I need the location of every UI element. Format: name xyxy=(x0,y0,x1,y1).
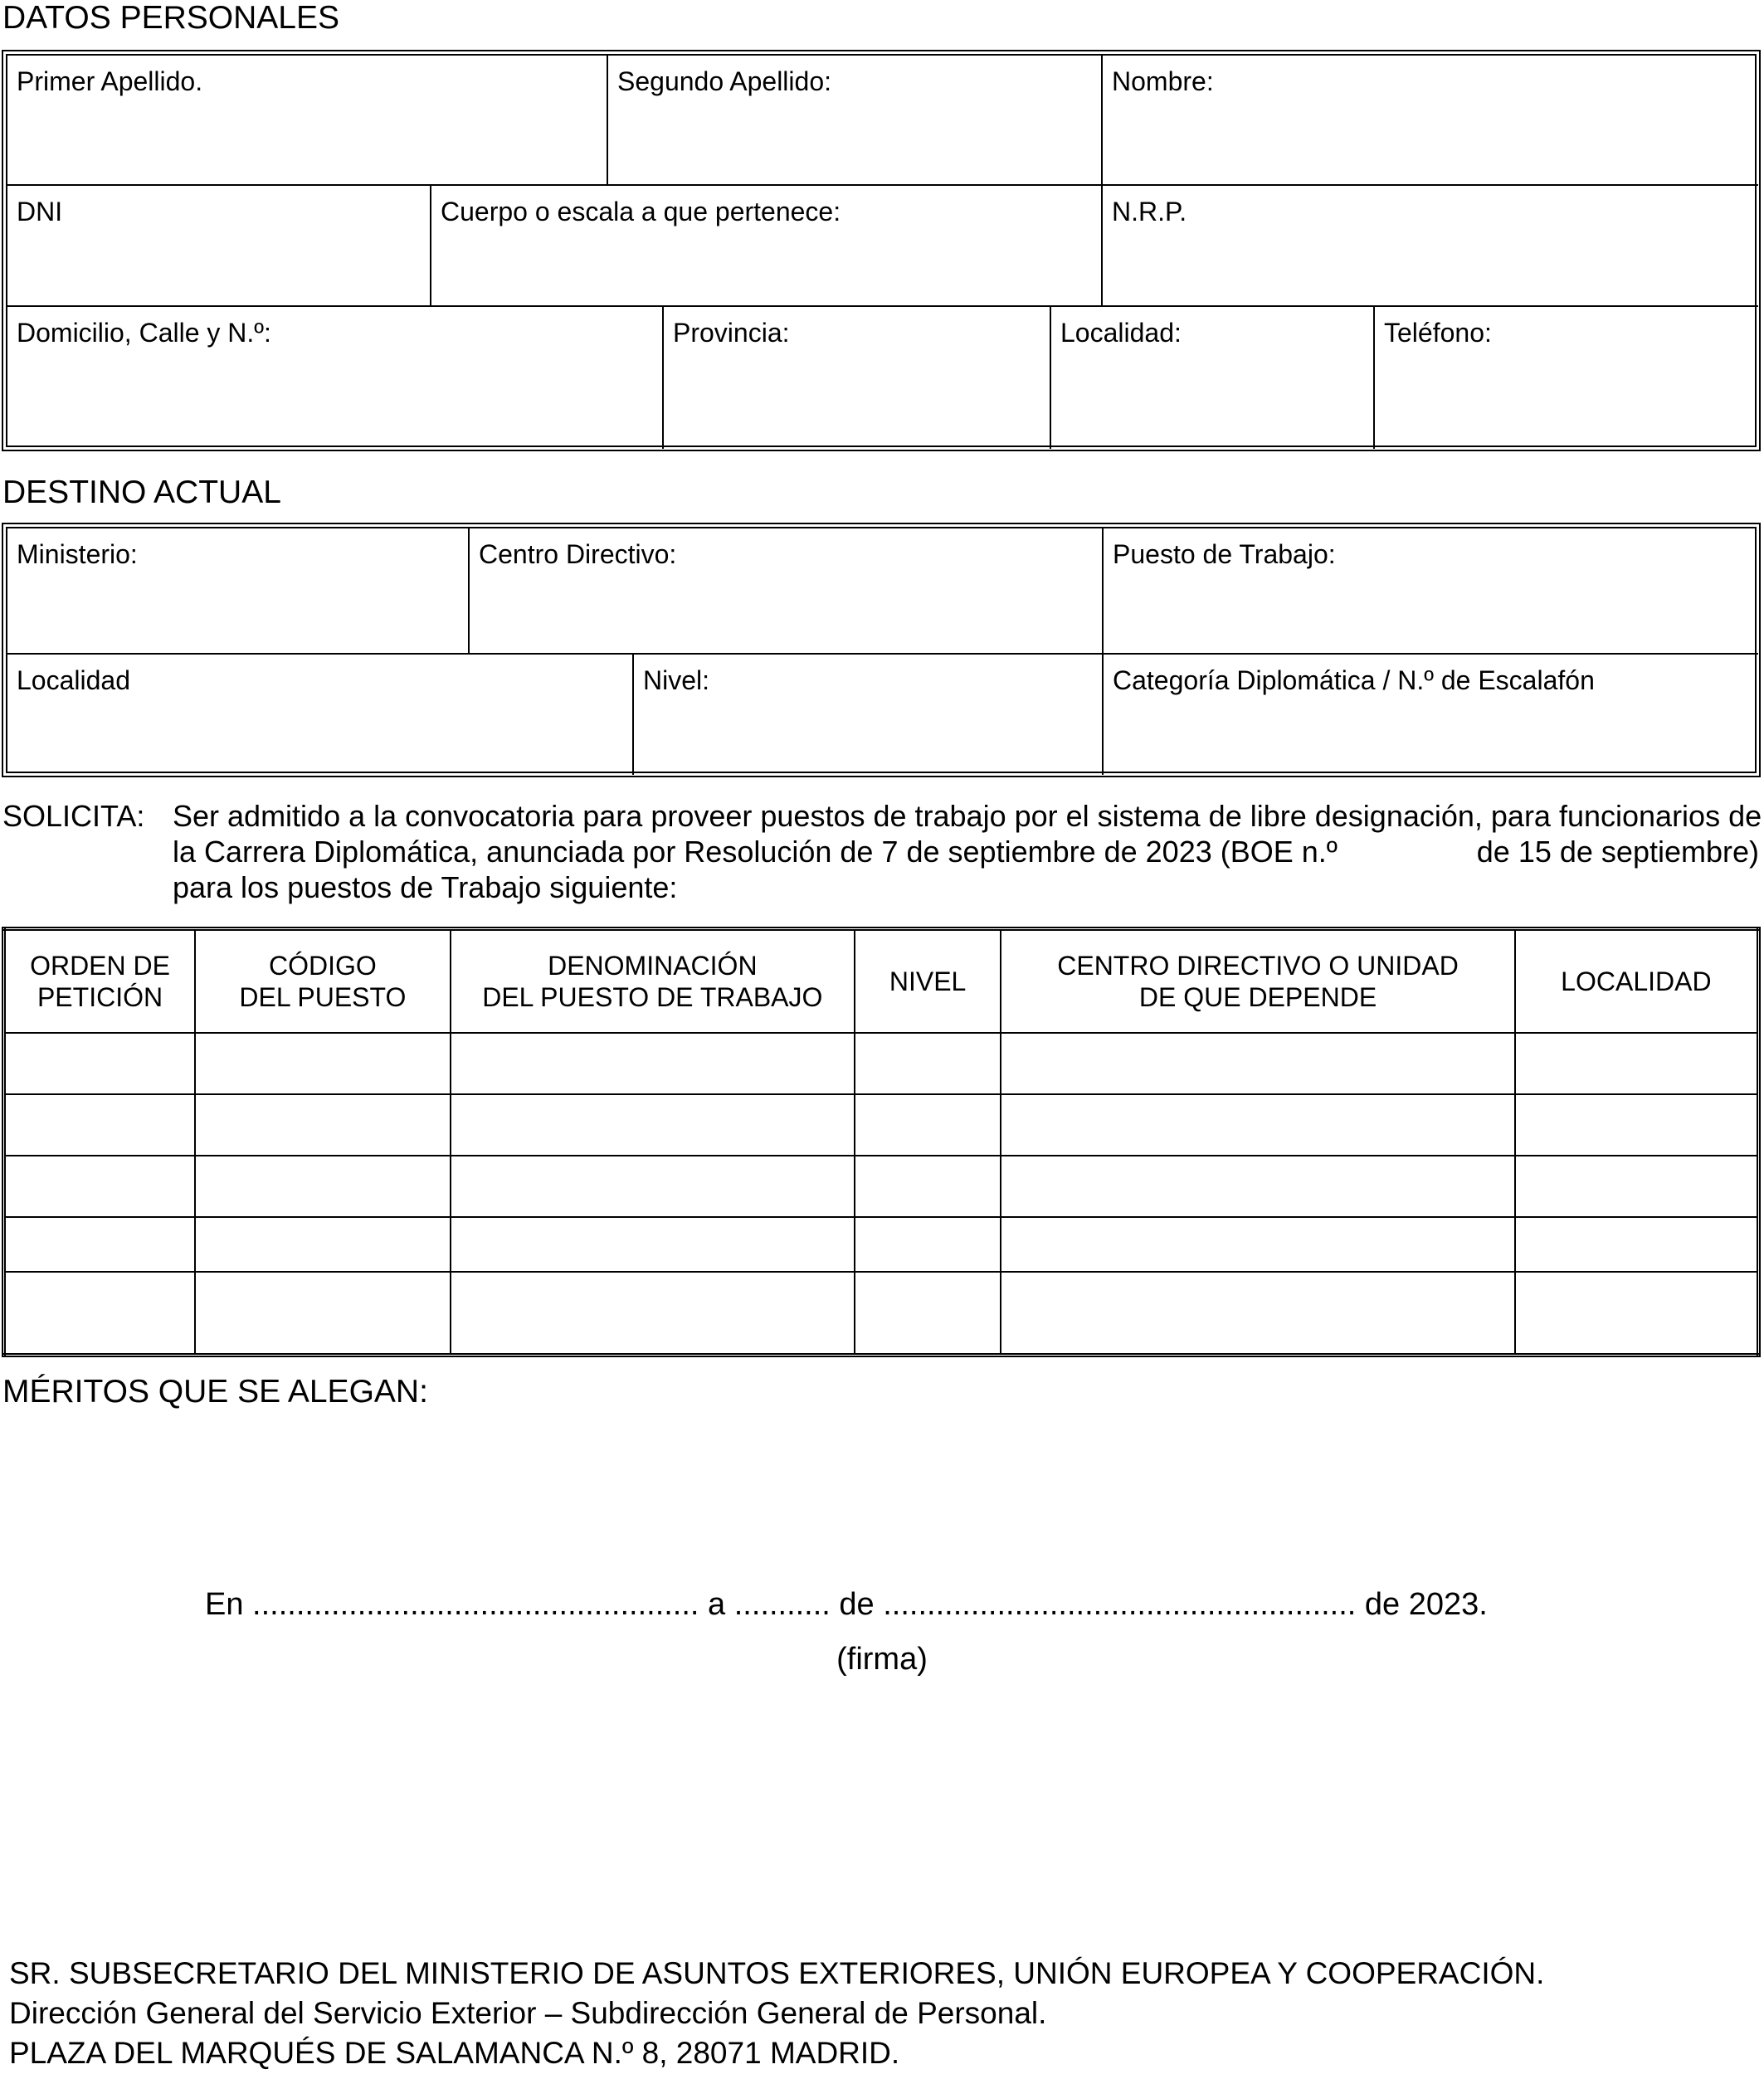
table-cell[interactable] xyxy=(1001,1033,1514,1094)
table-cell[interactable] xyxy=(1001,1272,1514,1356)
destino-actual-form xyxy=(2,523,1761,777)
table-cell[interactable] xyxy=(855,1272,1001,1356)
table-cell[interactable] xyxy=(1001,1217,1514,1272)
addressee-block xyxy=(9,1954,1544,2073)
table-cell[interactable] xyxy=(1515,1094,1759,1156)
table-cell[interactable] xyxy=(1001,1156,1514,1217)
solicita-line-1: Ser admitido a la convocatoria para proveer puestos de trabajo por el sistema de libre designación, para funcionarios de xyxy=(173,799,1762,833)
provincia-label: Provincia: xyxy=(673,318,790,348)
primer-apellido-label: Primer Apellido. xyxy=(17,66,203,96)
table-cell[interactable] xyxy=(4,1156,196,1217)
segundo-apellido-label: Segundo Apellido: xyxy=(617,66,831,96)
destino-localidad-label: Localidad xyxy=(17,665,130,695)
table-cell[interactable] xyxy=(195,1033,451,1094)
table-cell[interactable] xyxy=(1515,1156,1759,1217)
addressee-line-2: Dirección General del Servicio Exterior – Subdirección General de Personal. xyxy=(9,1996,1047,2030)
nrp-field[interactable] xyxy=(1103,186,1758,307)
table-cell[interactable] xyxy=(195,1272,451,1356)
solicita-line-3: para los puestos de Trabajo siguiente: xyxy=(173,870,678,904)
solicita-line-2 xyxy=(173,834,1759,869)
table-cell[interactable] xyxy=(195,1156,451,1217)
table-cell[interactable] xyxy=(855,1033,1001,1094)
nivel-field[interactable] xyxy=(634,655,1104,775)
header-denominacion: DENOMINACIÓN DEL PUESTO DE TRABAJO xyxy=(451,929,855,1033)
table-cell[interactable] xyxy=(451,1272,855,1356)
header-centro-directivo: CENTRO DIRECTIVO O UNIDAD DE QUE DEPENDE xyxy=(1001,929,1514,1033)
localidad-field[interactable] xyxy=(1051,307,1375,449)
segundo-apellido-field[interactable] xyxy=(608,56,1103,186)
nrp-label: N.R.P. xyxy=(1112,197,1187,226)
categoria-diplomatica-field[interactable] xyxy=(1104,655,1758,775)
table-cell[interactable] xyxy=(4,1094,196,1156)
dni-field[interactable] xyxy=(7,186,431,307)
nivel-label: Nivel: xyxy=(643,665,710,695)
table-row xyxy=(4,1033,1759,1094)
addressee-line-3: PLAZA DEL MARQUÉS DE SALAMANCA N.º 8, 28071 MADRID. xyxy=(9,2036,900,2070)
table-row xyxy=(4,1272,1759,1356)
puesto-trabajo-field[interactable] xyxy=(1104,528,1758,655)
header-localidad: LOCALIDAD xyxy=(1515,929,1759,1033)
table-cell[interactable] xyxy=(1515,1272,1759,1356)
table-cell[interactable] xyxy=(1001,1094,1514,1156)
puesto-trabajo-label: Puesto de Trabajo: xyxy=(1113,539,1336,569)
table-cell[interactable] xyxy=(1515,1217,1759,1272)
header-nivel: NIVEL xyxy=(855,929,1001,1033)
table-cell[interactable] xyxy=(195,1094,451,1156)
header-codigo-puesto: CÓDIGO DEL PUESTO xyxy=(195,929,451,1033)
table-row xyxy=(4,1156,1759,1217)
table-cell[interactable] xyxy=(4,1217,196,1272)
section-title-destino-actual: DESTINO ACTUAL xyxy=(2,475,281,510)
table-row xyxy=(4,1217,1759,1272)
table-cell[interactable] xyxy=(855,1156,1001,1217)
centro-directivo-field[interactable] xyxy=(470,528,1104,655)
table-cell[interactable] xyxy=(4,1272,196,1356)
solicita-line-2a: la Carrera Diplomática, anunciada por Resolución de 7 de septiembre de 2023 (BOE n.º xyxy=(173,835,1338,869)
nombre-label: Nombre: xyxy=(1112,66,1214,96)
telefono-label: Teléfono: xyxy=(1384,318,1492,348)
table-cell[interactable] xyxy=(451,1033,855,1094)
table-cell[interactable] xyxy=(195,1217,451,1272)
firma-label: (firma) xyxy=(836,1642,928,1677)
datos-personales-form xyxy=(2,50,1761,451)
solicita-line-2b: de 15 de septiembre) xyxy=(1476,835,1759,869)
telefono-field[interactable] xyxy=(1375,307,1758,449)
table-cell[interactable] xyxy=(451,1156,855,1217)
puestos-table xyxy=(2,927,1761,1357)
table-cell[interactable] xyxy=(4,1033,196,1094)
section-title-datos-personales: DATOS PERSONALES xyxy=(2,0,340,36)
table-header-row xyxy=(4,929,1759,1033)
provincia-field[interactable] xyxy=(664,307,1051,449)
primer-apellido-field[interactable] xyxy=(7,56,608,186)
table-cell[interactable] xyxy=(855,1217,1001,1272)
domicilio-field[interactable] xyxy=(7,307,664,449)
cuerpo-escala-field[interactable] xyxy=(431,186,1103,307)
destino-localidad-field[interactable] xyxy=(7,655,634,775)
table-cell[interactable] xyxy=(451,1094,855,1156)
table-cell[interactable] xyxy=(451,1217,855,1272)
categoria-diplomatica-label: Categoría Diplomática / N.º de Escalafón xyxy=(1113,665,1595,695)
ministerio-field[interactable] xyxy=(7,528,470,655)
header-orden-peticion: ORDEN DE PETICIÓN xyxy=(4,929,196,1033)
domicilio-label: Domicilio, Calle y N.º: xyxy=(17,318,271,348)
addressee-line-1: SR. SUBSECRETARIO DEL MINISTERIO DE ASUNTOS EXTERIORES, UNIÓN EUROPEA Y COOPERACIÓN. xyxy=(9,1956,1545,1990)
ministerio-label: Ministerio: xyxy=(17,539,138,569)
nombre-field[interactable] xyxy=(1103,56,1758,186)
place-date-line: En ................................................... a ........... de ...................................................... de 2023. xyxy=(205,1587,1488,1622)
solicita-label: SOLICITA: xyxy=(2,799,145,833)
cuerpo-escala-label: Cuerpo o escala a que pertenece: xyxy=(441,197,841,226)
section-title-meritos: MÉRITOS QUE SE ALEGAN: xyxy=(2,1374,428,1410)
table-row xyxy=(4,1094,1759,1156)
table-cell[interactable] xyxy=(1515,1033,1759,1094)
centro-directivo-label: Centro Directivo: xyxy=(479,539,677,569)
table-cell[interactable] xyxy=(855,1094,1001,1156)
localidad-label: Localidad: xyxy=(1060,318,1182,348)
dni-label: DNI xyxy=(17,197,63,226)
